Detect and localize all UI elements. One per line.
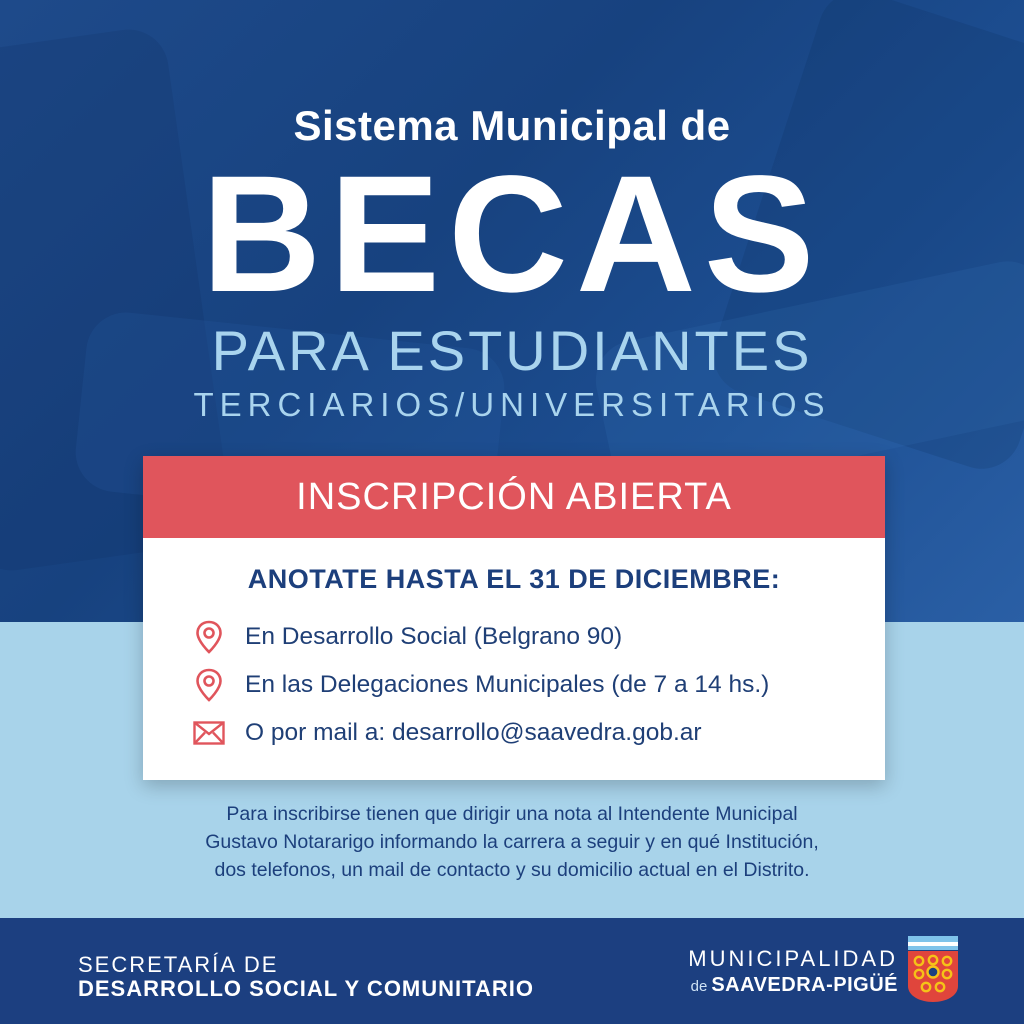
card-subtitle: ANOTATE HASTA EL 31 DE DICIEMBRE: (247, 564, 781, 594)
secretaria-label: SECRETARÍA DE (78, 952, 279, 977)
title-line-sistema: Sistema Municipal de (293, 102, 731, 149)
municipality-name-text: SAAVEDRA-PIGÜÉ (711, 974, 898, 996)
municipality-de: de (690, 978, 708, 995)
mail-icon (193, 715, 225, 751)
note-line: Gustavo Notararigo informando la carrera a seguir y en qué Institución, (205, 831, 819, 853)
location-pin-icon (193, 619, 225, 655)
municipality-name (691, 974, 898, 997)
location-pin-icon (193, 667, 225, 703)
list-item (193, 709, 885, 757)
title-para-estudiantes: PARA ESTUDIANTES (211, 319, 813, 382)
list-item-text: En las Delegaciones Municipales (de 7 a 14 hs.) (245, 671, 770, 698)
list-item-text: En Desarrollo Social (Belgrano 90) (245, 623, 623, 650)
municipalidad-label: MUNICIPALIDAD (688, 946, 898, 971)
title-terciarios: TERCIARIOS/UNIVERSITARIOS (193, 386, 831, 423)
info-card (143, 456, 885, 780)
card-items (143, 613, 885, 757)
title-becas: BECAS (201, 142, 823, 327)
list-item (193, 661, 885, 709)
note-line: dos telefonos, un mail de contacto y su domicilio actual en el Distrito. (214, 859, 810, 881)
municipal-shield-logo (906, 934, 960, 1004)
instructions-note (100, 800, 924, 884)
card-header: INSCRIPCIÓN ABIERTA (143, 456, 885, 538)
list-item-text: O por mail a: desarrollo@saavedra.gob.ar (245, 719, 702, 746)
list-item (193, 613, 885, 661)
footer-bar (0, 918, 1024, 1024)
note-line: Para inscribirse tienen que dirigir una nota al Intendente Municipal (226, 803, 798, 825)
secretaria-name: DESARROLLO SOCIAL Y COMUNITARIO (78, 976, 534, 1001)
